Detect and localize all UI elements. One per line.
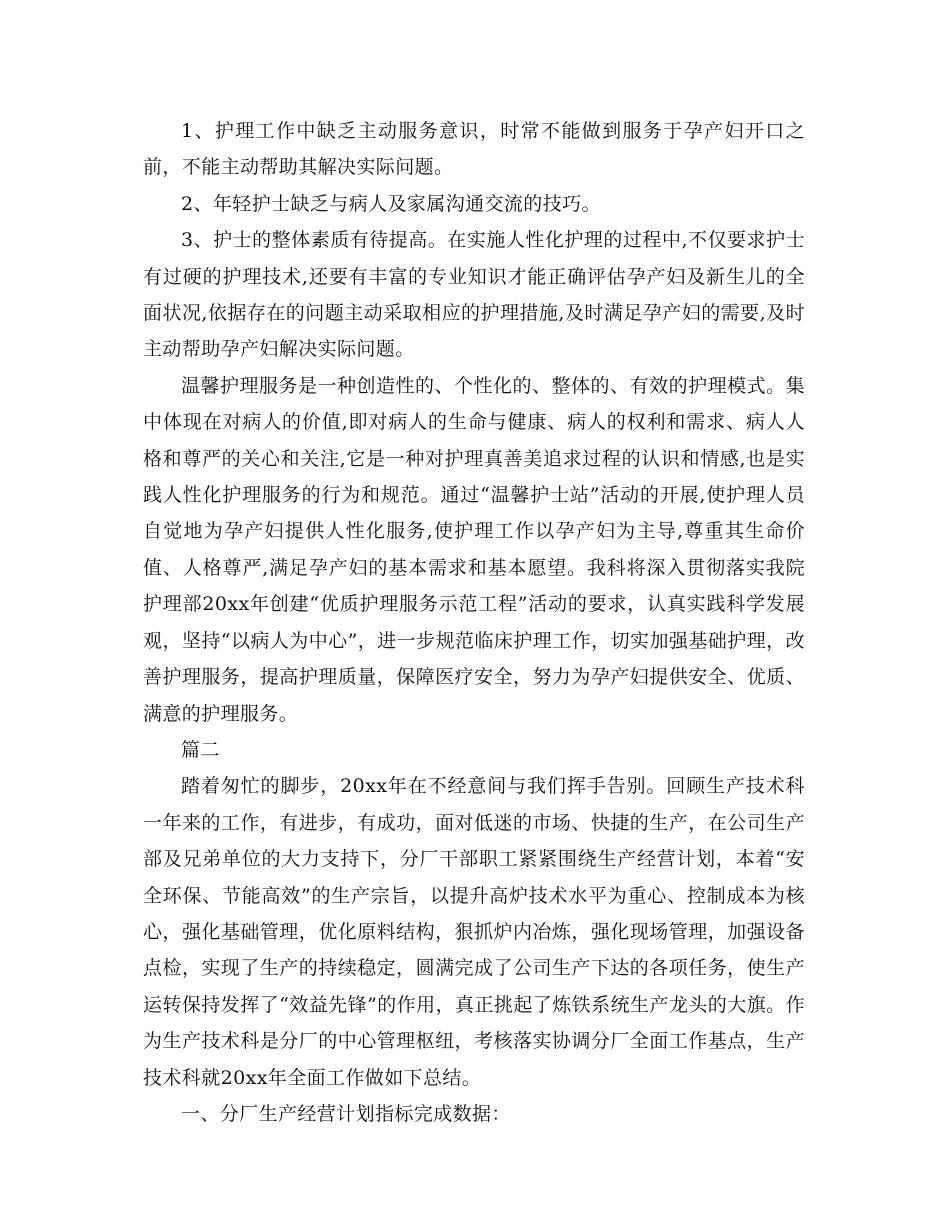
paragraph-issue-1: 1、护理工作中缺乏主动服务意识，时常不能做到服务于孕产妇开口之前，不能主动帮助其解决实际问题。 [143, 120, 805, 179]
paragraph-issue-3: 3、护士的整体素质有待提高。在实施人性化护理的过程中,不仅要求护士有过硬的护理技术,还要有丰富的专业知识才能正确评估孕产妇及新生儿的全面状况,依据存在的问题主动采取相应的护理措施,及时满足孕产妇的需要,及时主动帮助孕产妇解决实际问题。 [143, 229, 805, 361]
paragraph-year-summary: 踏着匆忙的脚步，20xx年在不经意间与我们挥手告别。回顾生产技术科一年来的工作，有进步，有成功，面对低迷的市场、快捷的生产，在公司生产部及兄弟单位的大力支持下，分厂干部职工紧紧围绕生产经营计划，本着“安全环保、节能高效”的生产宗旨，以提升高炉技术水平为重心、控制成本为核心，强化基础管理，优化原料结构，狠抓炉内冶炼，强化现场管理，加强设备点检，实现了生产的持续稳定，圆满完成了公司生产下达的各项任务，使生产运转保持发挥了“效益先锋”的作用，真正挑起了炼铁系统生产龙头的大旗。作为生产技术科是分厂的中心管理枢纽，考核落实协调分厂全面工作基点，生产技术科就20xx年全面工作做如下总结。 [143, 775, 805, 1089]
section-heading-plan-data: 一、分厂生产经营计划指标完成数据： [181, 1102, 511, 1125]
document-body [143, 113, 805, 1132]
paragraph-warm-nursing: 温馨护理服务是一种创造性的、个性化的、整体的、有效的护理模式。集中体现在对病人的价值,即对病人的生命与健康、病人的权利和需求、病人人格和尊严的关心和关注,它是一种对护理真善美追求过程的认识和情感,也是实践人性化护理服务的行为和规范。通过“温馨护士站”活动的开展,使护理人员自觉地为孕产妇提供人性化服务,使护理工作以孕产妇为主导,尊重其生命价值、人格尊严,满足孕产妇的基本需求和基本愿望。我科将深入贯彻落实我院护理部20xx年创建“优质护理服务示范工程”活动的要求，认真实践科学发展观，坚持“以病人为中心”，进一步规范临床护理工作，切实加强基础护理，改善护理服务，提高护理质量，保障医疗安全，努力为孕产妇提供安全、优质、满意的护理服务。 [143, 374, 805, 725]
paragraph-issue-2: 2、年轻护士缺乏与病人及家属沟通交流的技巧。 [181, 192, 601, 215]
section-heading-part-two: 篇二 [181, 738, 220, 761]
